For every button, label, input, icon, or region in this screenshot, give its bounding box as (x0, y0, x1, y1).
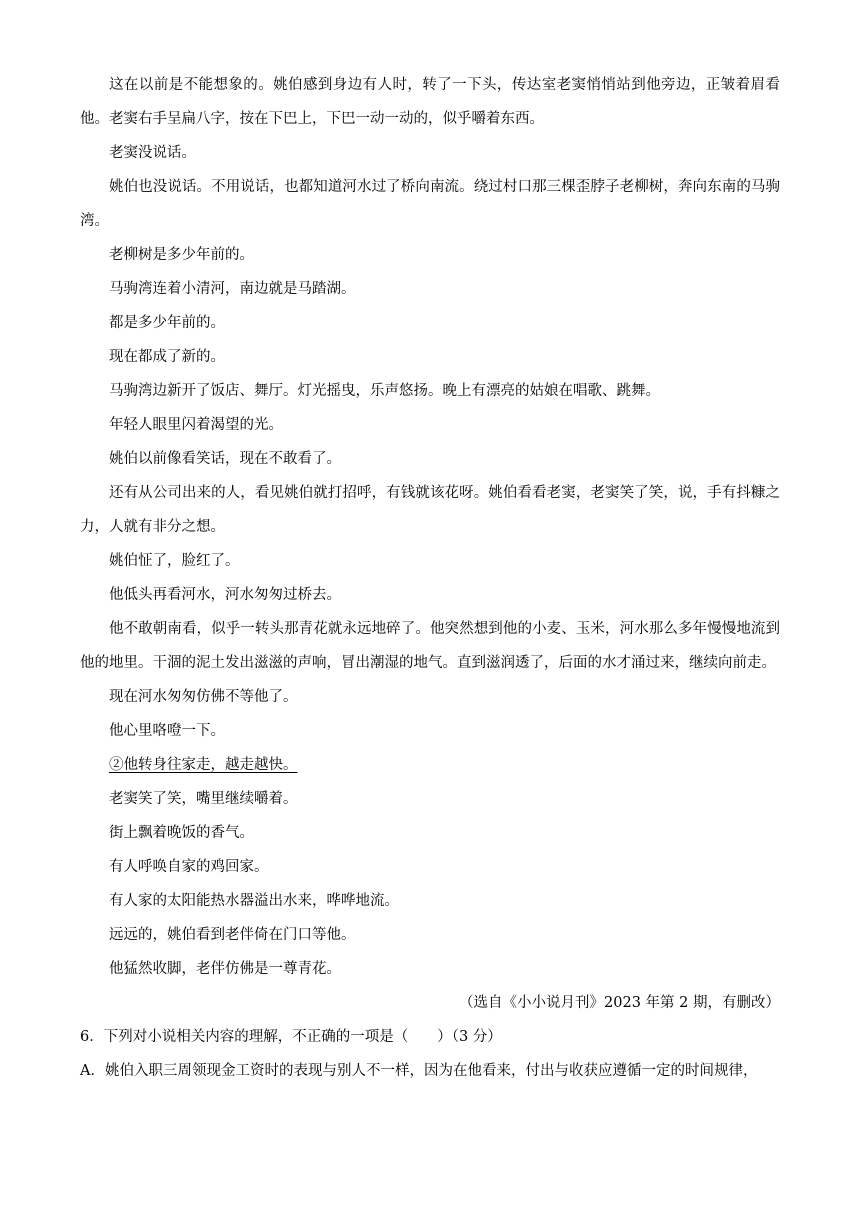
paragraph-6: 都是多少年前的。 (109, 315, 225, 331)
paragraph-17: 老窦笑了笑，嘴里继续嚼着。 (109, 791, 298, 807)
paragraph-8: 马驹湾边新开了饭店、舞厅。灯光摇曳，乐声悠扬。晚上有漂亮的姑娘在唱歌、跳舞。 (109, 383, 660, 399)
paragraph-22: 他猛然收脚，老伴仿佛是一尊青花。 (109, 961, 341, 977)
paragraph-16: 他心里咯噔一下。 (109, 723, 225, 739)
document-page (80, 68, 780, 1088)
paragraph-19: 有人呼唤自家的鸡回家。 (109, 859, 269, 875)
paragraph-12: 姚伯怔了，脸红了。 (109, 553, 240, 569)
option-a: A．姚伯入职三周领现金工资时的表现与别人不一样，因为在他看来，付出与收获应遵循一定的时间规律， (80, 1063, 758, 1079)
question-6: 6．下列对小说相关内容的理解，不正确的一项是（ ）（3 分） (80, 1029, 502, 1045)
paragraph-15: 现在河水匆匆仿佛不等他了。 (109, 689, 298, 705)
paragraph-3: 姚伯也没说话。不用说话，也都知道河水过了桥向南流。绕过村口那三棵歪脖子老柳树，奔向东南的马驹湾。 (80, 179, 780, 229)
source-note: （选自《小小说月刊》2023 年第 2 期，有删改） (459, 995, 780, 1011)
paragraph-14: 他不敢朝南看，似乎一转头那青花就永远地碎了。他突然想到他的小麦、玉米，河水那么多年慢慢地流到他的地里。干涸的泥土发出滋滋的声响，冒出潮湿的地气。直到滋润透了，后面的水才涌过来，继续向前走。 (80, 621, 780, 671)
paragraph-18: 街上飘着晚饭的香气。 (109, 825, 254, 841)
paragraph-13: 他低头再看河水，河水匆匆过桥去。 (109, 587, 341, 603)
underlined-sentence-paragraph (80, 748, 780, 782)
paragraph-10: 姚伯以前像看笑话，现在不敢看了。 (109, 451, 341, 467)
paragraph-4: 老柳树是多少年前的。 (109, 247, 254, 263)
paragraph-2: 老窦没说话。 (109, 145, 196, 161)
underlined-sentence: ②他转身往家走，越走越快。 (109, 757, 298, 773)
paragraph-21: 远远的，姚伯看到老伴倚在门口等他。 (109, 927, 356, 943)
paragraph-7: 现在都成了新的。 (109, 349, 225, 365)
paragraph-20: 有人家的太阳能热水器溢出水来，哗哗地流。 (109, 893, 399, 909)
paragraph-5: 马驹湾连着小清河，南边就是马踏湖。 (109, 281, 356, 297)
paragraph-1: 这在以前是不能想象的。姚伯感到身边有人时，转了一下头，传达室老窦悄悄站到他旁边，正皱着眉看他。老窦右手呈扁八字，按在下巴上，下巴一动一动的，似乎嚼着东西。 (80, 77, 780, 127)
paragraph-11: 还有从公司出来的人，看见姚伯就打招呼，有钱就该花呀。姚伯看看老窦，老窦笑了笑，说，手有抖糠之力，人就有非分之想。 (80, 485, 780, 535)
paragraph-9: 年轻人眼里闪着渴望的光。 (109, 417, 283, 433)
